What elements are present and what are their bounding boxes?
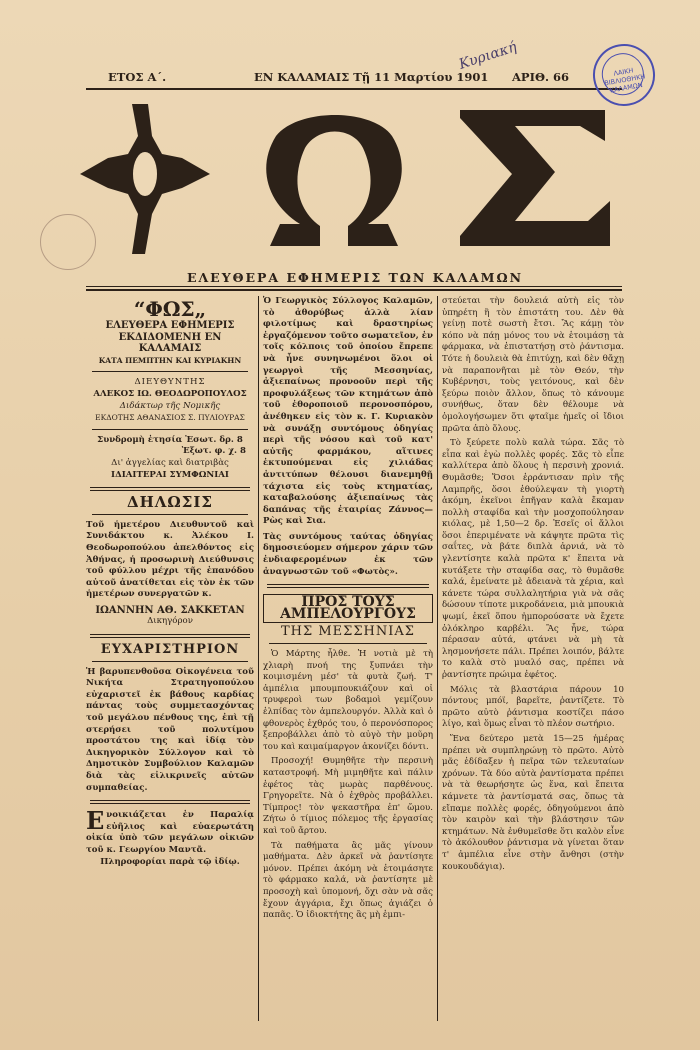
article-continued-3: Μόλις τὰ βλαστάρια πάρουν 10 πόντους μπόϊ, βαρεῖτε, ῥαντίζετε. Τὸ πρῶτο αὐτὸ ῥάντισμα κοστίζει πάσο λίγο, καὶ ὅμως εἶναι τὸ πλέον σωτήριο. (442, 684, 624, 730)
rent-info: Πληροφορίαι παρὰ τῷ ἰδίῳ. (100, 856, 240, 867)
column-right (442, 296, 624, 873)
article-heading: ΠΡΟΣ ΤΟΥΣ ΑΜΠΕΛΟΥΡΓΟΥΣ (263, 594, 433, 623)
publisher: ΕΚΔΟΤΗΣ ΑΘΑΝΑΣΙΟΣ Σ. ΠΥΛΙΟΥΡΑΣ (95, 413, 245, 423)
separator (92, 661, 248, 662)
masthead-subtitle: ΕΛΕΥΘΕΡΑ ΕΦΗΜΕΡΙΣ ΤΩΝ ΚΑΛΑΜΩΝ (186, 270, 524, 285)
double-separator (90, 634, 250, 638)
notice-heading: ΔΗΛΩΣΙΣ (126, 493, 214, 512)
column-divider-1 (258, 296, 259, 1021)
title-letter-omega-text: Ω (335, 191, 336, 192)
subscription-domestic: Συνδρομὴ ἐτησία Ἐσωτ. δρ. 8 (97, 434, 243, 445)
separator (269, 643, 427, 644)
double-separator (90, 487, 250, 491)
article-subheading: ΤΗΣ ΜΕΣΣΗΝΙΑΣ (281, 624, 415, 640)
article-paragraph-1: Ὁ Μάρτης ἦλθε. Ἡ νοτιὰ μὲ τὴ χλιαρὴ πνοή της ξυπνάει τὴν κοιμισμένη μέσ' τὰ φυτὰ ζωή. Τ' ἀμπέλια μπουμπουκιάζουν καὶ οἱ τρυφεροὶ των βοδαμοὶ γεμίζουν ἐλπίδας τὸν ἀμπελουργόν. Ἀλλὰ καὶ ὁ φθονερὸς ἐχθρός του, ὁ περονόσπορος ξεπροβάλλει ἀπὸ τὸ αὐγὸ τὴν μοῦρη του καὶ καιμαίμαργον ἀκονίζει δόντι. (263, 649, 433, 752)
column-middle (263, 296, 433, 922)
issue-number: ΑΡΙΘ. 66 (512, 70, 569, 84)
subscription-foreign: Ἐξωτ. φ. χ. 8 (181, 446, 246, 457)
director-title: Διδάκτωρ τῆς Νομικῆς (119, 400, 221, 411)
masthead-title (70, 96, 640, 266)
article-continued-4: Ἕνα δεύτερο μετὰ 15—25 ἡμέρας πρέπει νὰ συμπληρώνῃ τὸ πρῶτο. Αὐτὸ μᾶς ἐδίδαξεν ἡ πεῖρα τῶν τελευταίων χρόνων. Τὰ δύο αὐτὰ ῥαντίσματα πρέπει νὰ τὰ θεωρήσητε ὡς ἕνα, καὶ ἔπειτα κάμνετε τὰ ῥαντίσματά σας, ὅπως τὰ εἴπαμε πολλὲς φορές, ὁδηγούμενοι ἀπὸ τὸν καιρὸν καὶ τὴν βλάστησιν τῶν κτημάτων. Νὰ ἐνθυμεῖσθε ὅτι καλὸν εἶνε τὸ ἀκόλουθον ῥάντισμα νὰ γίνεται ὅταν τ' ἀμπέλια εἶνε στὴν ἄνθησι (στὴν κουκουδάγια). (442, 733, 624, 872)
masthead-rule-2 (86, 289, 622, 291)
publication-schedule: ΚΑΤΑ ΠΕΜΠΤΗΝ ΚΑΙ ΚΥΡΙΑΚΗΝ (98, 355, 242, 365)
masthead-rule-1 (86, 286, 622, 287)
notice-role: Δικηγόρον (147, 616, 193, 627)
article-continued-2: Τὸ ξεύρετε πολὺ καλὰ τώρα. Σᾶς τὸ εἶπα καὶ ἐγὼ πολλὲς φορές. Σᾶς τὸ εἶπε καλλίτερα ἀπὸ ὅλους ἡ περσινὴ χρονιά. Θυμᾶσθε; Ὅσοι ἐρράντισαν πρὶν τῆς Λαμπρῆς, ὅσοι ἐθούλεψαν τὴ γιορτὴ ἀκόμη, ἐκεῖνοι ἐπῆγαν καλὰ ἔκαμαν πολλὴ σταφίδα καὶ τὴν μοσχοπούλησαν κιόλας, μὲ 1,50—2 δρ. Ἐσεῖς οἱ ἄλλοι ὅσοι ἐπεριμένατε νὰ κάψητε πρῶτα τὶς σαΐτες, νὰ βάτε διπλὰ ἀρνιά, νὰ τὸ γλεντίσητε καλὰ πρῶτα κ' ἔπειτα νὰ κυτάξετε τὴν σταφίδα σας, τὸ θυμᾶσθε καλά, ἐμείνατε μὲ ἀδειανὰ τὰ χέρια, καὶ κάνετε τώρα συλλαλητήρια γιὰ νὰ σᾶς δώσουν τίποτε μικροδάνεια, μιὰ μπουκιὰ ψωμί, ἐκεῖ ὅπου ἠμπορούσατε νὰ ἔχετε ὁλόκληρο καρβέλι. Ἂς ἦνε, τώρα πέρασαν αὐτά, φτάνει νὰ μὴ τὰ λησμονήσετε πάλι. Πρέπει λοιπόν, βάλτε το καλὰ στὸ μυαλό σας, πρέπει νὰ ῥαντίσητε πρώιμα ἐφέτος. (442, 438, 624, 680)
article-continued-1: στεύεται τὴν δουλειά αὐτὴ εἰς τὸν ὑπηρέτη ἢ τὸν ἐπιστάτη του. Δὲν θὰ γείνῃ ποτὲ σωστὴ ἔτσι. Ἂς κάμῃ τὸν κόπο νὰ πάῃ μόνος του νὰ ἑτοιμάσῃ τὰ φάρμακα, νὰ ἐπιστατήσῃ στὸ ῥάντισμα. Τότε ἡ δουλειὰ θὰ ἐπιτύχῃ, καὶ δὲν θἄχῃ νὰ παραπονῆται μὲ τὸν Θεόν, τὴν Κυβέρνησι, τοὺς γειτόνους, καὶ δὲν ξεύρω ποιὸν ἄλλον, ὅπως τὸ κάνουμε συνήθως, ὅταν δὲν θέλουμε νὰ ὁμολογήσωμεν ὅτι φταῖμε ἡμεῖς οἱ ἴδιοι πρῶτα ἀπὸ ὅλους. (442, 296, 624, 434)
ads-terms: ΙΔΙΑΙΤΕΡΑΙ ΣΥΜΦΩΝΙΑΙ (111, 469, 229, 480)
header-line (92, 70, 612, 88)
title-letter-sigma (460, 110, 610, 246)
notice-name: ΙΩΑΝΝΗΝ ΑΘ. ΣΑΚΚΕΤΑΝ (95, 604, 245, 616)
double-separator (267, 584, 429, 588)
thanks-heading: ΕΥΧΑΡΙΣΤΗΡΙΟΝ (100, 642, 240, 658)
director-name: ΑΛΕΚΟΣ ΙΩ. ΘΕΟΔΩΡΟΠΟΥΛΟΣ (93, 388, 247, 399)
article-paragraph-2: Προσοχή! Θυμηθῆτε τὴν περσινὴ καταστροφή. Μὴ μιμηθῆτε καὶ πάλιν ἐφέτος τὰς μωρὰς παρθένους. Γρηγορεῖτε. Νὰ ὁ ἐχθρὸς προβάλλει. Τίμπρος! τὸν ψεκαστῆρα ἐπ' ὤμου. Ζήτω ὁ τίμιος πόλεμος τῆς ἐργασίας καὶ τοῦ ἄρτου. (263, 756, 433, 836)
notice-text: Τοῦ ἡμετέρου Διευθυντοῦ καὶ Συνιδάκτου κ. Ἀλέκου Ι. Θεοδωροπούλου ἀπελθόντος εἰς Ἀθήνας, ἡ προσωρινὴ Διεύθυνσις τοῦ φύλλου μέχρι τῆς ἐπανόδου αὐτοῦ ἀνατίθεται εἰς τὸν ἐκ τῶν ἡμετέρων συνεργατῶν κ. (86, 519, 254, 600)
paper-desc-1: ΕΛΕΥΘΕΡΑ ΕΦΗΜΕΡΙΣ (105, 320, 235, 331)
ads-label: Δι' ἀγγελίας καὶ διατριβὰς (111, 457, 229, 468)
column-divider-2 (437, 296, 438, 1021)
column-left (86, 296, 254, 868)
dateline: ΕΝ ΚΑΛΑΜΑΙΣ Τῇ 11 Μαρτίου 1901 (254, 70, 489, 84)
title-letter-omega (266, 115, 402, 246)
rent-text: νοικιάζεται ἐν Παραλίᾳ εὐῆλιος καὶ εὐαερωτάτη οἰκία ὑπὸ τῶν μεγάλων οἰκιῶν τοῦ κ. Γεωργίου Μαντᾶ. (86, 810, 254, 855)
paper-name: “ΦΩΣ„ (133, 297, 207, 321)
header-rule (86, 88, 622, 90)
stamp-text: ΛΑΙΚΗ ΒΙΒΛΙΟΘΗΚΗ ΚΑΛΑΜΩΝ (603, 66, 646, 95)
thanks-text: Ἡ βαρυπενθοῦσα Οἰκογένεια τοῦ Νικήτα Στρατηγοπούλου εὐχαριστεῖ ἐκ βάθους καρδίας πάντας τοὺς συμμετασχόντας τοῦ μεγάλου πένθους της, ἐπὶ τῇ στερήσει τοῦ πολυτίμου προστάτου της καὶ ἰδίᾳ τὸν Δικηγορικὸν Σύλλογον καὶ τὸ Δημοτικὸν Συμβούλιον Καλαμῶν διὰ τὰς εἰλικρινεῖς αὐτῶν συμπαθείας. (86, 666, 254, 793)
separator (92, 371, 248, 372)
double-separator (90, 800, 250, 804)
handwritten-note: Κυριακή (456, 39, 519, 73)
rent-initial: Ε (86, 806, 105, 836)
separator (92, 429, 248, 430)
separator (92, 514, 248, 515)
rent-notice (86, 806, 254, 856)
title-letter-phi (80, 104, 210, 254)
year-label: ΕΤΟΣ Α΄. (108, 70, 167, 84)
guide-note: Τὰς συντόμους ταύτας ὁδηγίας δημοσιεύομεν σήμερον χάριν τῶν ἐνδιαφερομένων ἐκ τῶν ἀναγνωστῶν τοῦ «Φωτὸς». (263, 531, 433, 577)
society-article: Ὁ Γεωργικὸς Σύλλογος Καλαμῶν, τὸ ἀθορύβως ἀλλὰ λίαν φιλοτίμως καὶ δραστηρίως ἐργαζόμενον τοῦτο σωματεῖον, ἐν τοῖς κόλποις τοῦ ὁποίου ἔπρεπε νὰ ἦνε συνηνωμένοι ὅλοι οἱ γεωργοὶ τῆς Μεσσηνίας, ἀξιεπαίνως προνοοῦν περὶ τῆς προφυλάξεως τῶν κτημάτων ἀπὸ τοῦ ἐθοροποιοῦ περονοσπόρου, ἀνέθηκεν εἰς τὸν κ. Γ. Κυριακὸν νὰ συνάξῃ συντόμους ὁδηγίας περὶ τῆς νόσου καὶ τοῦ κατ' αὐτῆς φαρμάκου, αἵτινες ἐκτυπούμεναι εἰς χιλιάδας ἀντιτύπων θέλουσι διανεμηθῇ τάχιστα εἰς τοὺς κτηματίας, καταβαλούσης ἀξιεπαίνως τὰς δαπάνας τῆς ἑταιρίας Ζάννος—Ρὼς καὶ Σια. (263, 296, 433, 527)
article-paragraph-3: Τὰ παθήματα ἂς μᾶς γίνουν μαθήματα. Δὲν ἀρκεῖ νὰ ῥαντίσητε μόνον. Πρέπει ἀκόμη νὰ ἑτοιμάσητε τὸ φάρμακο καλά, νὰ ῥαντίσητε μὲ προσοχὴ καὶ ὑπομονή, ὄχι σὰν νὰ σᾶς ἔχουν ἀγγάρια, ἔχι ὅπως ἀγιάζει ὁ παπᾶς. Ὁ ἰδιοκτήτης ἂς μὴ ἐμπι- (263, 840, 433, 921)
director-label: ΔΙΕΥΘΥΝΤΗΣ (134, 377, 206, 388)
paper-desc-2: ΕΚΔΙΔΟΜΕΝΗ ΕΝ ΚΑΛΑΜΑΙΣ (118, 331, 222, 355)
